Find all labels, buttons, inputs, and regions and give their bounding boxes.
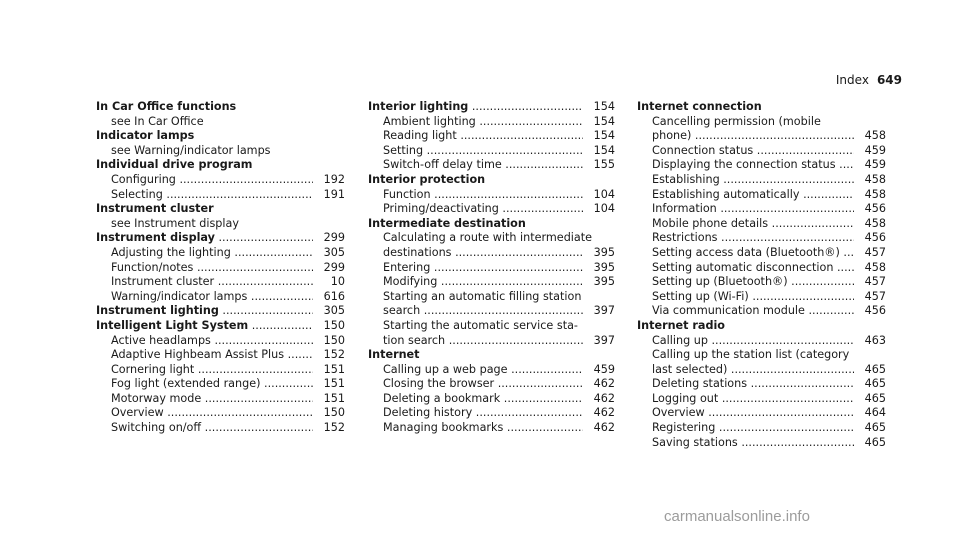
entry-text: see Instrument display	[111, 216, 239, 230]
index-column-1	[96, 100, 345, 436]
page-ref: 459	[583, 363, 615, 378]
entry-text: Instrument cluster	[96, 202, 214, 216]
entry-text: Warning/indicator lamps .....	[111, 290, 345, 305]
page-header	[836, 73, 902, 87]
entry-text: Priming/deactivating .....	[383, 202, 615, 217]
entry-text: see Warning/indicator lamps	[111, 143, 271, 157]
page-ref: 462	[583, 421, 615, 436]
entry-text: Setting up (Bluetooth®) .....	[652, 275, 886, 290]
page-ref: 616	[313, 290, 345, 305]
page-ref: 154	[583, 129, 615, 144]
entry-text: Logging out .....	[652, 392, 886, 407]
index-subentry	[637, 406, 886, 421]
page-ref: 465	[854, 421, 886, 436]
page-ref: 154	[583, 144, 615, 159]
index-subentry	[96, 421, 345, 436]
page-ref: 458	[854, 188, 886, 203]
page-ref: 155	[583, 158, 615, 173]
index-subentry	[368, 158, 615, 173]
page-ref: 457	[854, 275, 886, 290]
entry-text: Active headlamps .....	[111, 334, 345, 349]
page-ref: 151	[313, 363, 345, 378]
index-heading	[96, 231, 345, 246]
index-subentry	[368, 246, 615, 261]
entry-text: Connection status .....	[652, 144, 886, 159]
index-subentry	[368, 406, 615, 421]
entry-text: Registering .....	[652, 421, 886, 436]
index-subentry	[368, 290, 615, 305]
index-subentry	[96, 334, 345, 349]
entry-text: Via communication module .....	[652, 304, 886, 319]
entry-text: Information .....	[652, 202, 886, 217]
index-subentry	[96, 173, 345, 188]
page-ref: 465	[854, 392, 886, 407]
entry-text: Overview .....	[111, 406, 345, 421]
index-subentry	[96, 217, 345, 232]
page-ref: 154	[583, 100, 615, 115]
page-ref: 151	[313, 392, 345, 407]
page-ref: 191	[313, 188, 345, 203]
entry-text: last selected) .....	[652, 363, 886, 378]
page-ref: 299	[313, 261, 345, 276]
page-ref: 462	[583, 392, 615, 407]
entry-text: Selecting .....	[111, 188, 345, 203]
page-ref: 104	[583, 202, 615, 217]
index-subentry	[637, 261, 886, 276]
index-subentry	[637, 290, 886, 305]
index-heading	[637, 319, 886, 334]
page-ref: 305	[313, 304, 345, 319]
index-subentry	[96, 261, 345, 276]
index-subentry	[637, 436, 886, 451]
index-subentry	[96, 392, 345, 407]
entry-text: Deleting a bookmark .....	[383, 392, 615, 407]
page-ref: 395	[583, 246, 615, 261]
entry-text: Overview .....	[652, 406, 886, 421]
page-ref: 150	[313, 406, 345, 421]
index-heading	[368, 348, 615, 363]
entry-text: Interior lighting .....	[368, 100, 615, 115]
index-subentry	[368, 319, 615, 334]
index-subentry	[637, 129, 886, 144]
page-ref: 395	[583, 275, 615, 290]
index-subentry	[637, 246, 886, 261]
index-subentry	[637, 377, 886, 392]
entry-text: Entering .....	[383, 261, 615, 276]
entry-text: Internet connection	[637, 100, 762, 113]
entry-text: Indicator lamps	[96, 129, 195, 143]
index-subentry	[637, 231, 886, 246]
index-subentry	[368, 129, 615, 144]
page-ref: 152	[313, 421, 345, 436]
index-heading	[368, 100, 615, 115]
page-ref: 462	[583, 406, 615, 421]
entry-text: Closing the browser .....	[383, 377, 615, 392]
page-ref: 397	[583, 304, 615, 319]
entry-text: Calling up .....	[652, 334, 886, 349]
page-ref: 458	[854, 217, 886, 232]
page-ref: 458	[854, 173, 886, 188]
index-subentry	[368, 188, 615, 203]
index-column-2	[368, 100, 615, 436]
page-ref: 458	[854, 261, 886, 276]
index-subentry	[96, 348, 345, 363]
index-subentry	[96, 144, 345, 159]
entry-text: Instrument cluster .....	[111, 275, 345, 290]
index-subentry	[96, 406, 345, 421]
entry-text: phone) .....	[652, 129, 886, 144]
page-ref: 150	[313, 319, 345, 334]
page-ref: 464	[854, 406, 886, 421]
index-subentry	[637, 334, 886, 349]
page-ref: 456	[854, 202, 886, 217]
index-subentry	[96, 246, 345, 261]
entry-text: Setting access data (Bluetooth®) .....	[652, 246, 886, 261]
index-subentry	[368, 231, 615, 246]
entry-text: Configuring .....	[111, 173, 345, 188]
index-subentry	[368, 304, 615, 319]
entry-text: Switch-off delay time .....	[383, 158, 615, 173]
entry-text: Setting .....	[383, 144, 615, 159]
page-ref: 458	[854, 129, 886, 144]
index-subentry	[637, 115, 886, 130]
index-subentry	[637, 158, 886, 173]
entry-text: Calling up a web page .....	[383, 363, 615, 378]
page-ref: 459	[854, 158, 886, 173]
index-subentry	[96, 290, 345, 305]
page-ref: 462	[583, 377, 615, 392]
page-ref: 457	[854, 246, 886, 261]
entry-text: Calling up the station list (category	[652, 348, 850, 362]
index-heading	[96, 129, 345, 144]
index-heading	[96, 304, 345, 319]
index-subentry	[637, 188, 886, 203]
entry-text: Displaying the connection status .....	[652, 158, 886, 173]
entry-text: Function .....	[383, 188, 615, 203]
entry-text: Reading light .....	[383, 129, 615, 144]
index-subentry	[637, 173, 886, 188]
entry-text: Intelligent Light System .....	[96, 319, 345, 334]
index-subentry	[637, 217, 886, 232]
page-number: 649	[876, 73, 902, 87]
index-subentry	[637, 304, 886, 319]
page-ref: 151	[313, 377, 345, 392]
index-subentry	[96, 363, 345, 378]
entry-text: see In Car Office	[111, 114, 204, 128]
entry-text: Establishing automatically .....	[652, 188, 886, 203]
entry-text: Intermediate destination	[368, 216, 526, 230]
index-subentry	[96, 115, 345, 130]
index-subentry	[637, 202, 886, 217]
entry-text: Switching on/off .....	[111, 421, 345, 436]
index-subentry	[96, 275, 345, 290]
index-heading	[96, 319, 345, 334]
page-ref: 465	[854, 377, 886, 392]
entry-text: Deleting history .....	[383, 406, 615, 421]
index-heading	[637, 100, 886, 115]
entry-text: search .....	[383, 304, 615, 319]
entry-text: Instrument lighting .....	[96, 304, 345, 319]
index-subentry	[637, 363, 886, 378]
page-ref: 395	[583, 261, 615, 276]
entry-text: Adjusting the lighting .....	[111, 246, 345, 261]
index-subentry	[637, 144, 886, 159]
entry-text: Individual drive program	[96, 158, 253, 172]
index-subentry	[368, 334, 615, 349]
page-ref: 104	[583, 188, 615, 203]
page-ref: 465	[854, 436, 886, 451]
index-subentry	[96, 188, 345, 203]
page-ref: 459	[854, 144, 886, 159]
entry-text: Deleting stations .....	[652, 377, 886, 392]
entry-text: Instrument display .....	[96, 231, 345, 246]
page-ref: 154	[583, 115, 615, 130]
entry-text: Establishing .....	[652, 173, 886, 188]
entry-text: Restrictions .....	[652, 231, 886, 246]
page-ref: 397	[583, 334, 615, 349]
entry-text: Cancelling permission (mobile	[652, 114, 821, 128]
entry-text: Internet radio	[637, 318, 725, 332]
entry-text: Adaptive Highbeam Assist Plus .....	[111, 348, 345, 363]
entry-text: Modifying .....	[383, 275, 615, 290]
index-heading	[96, 100, 345, 115]
entry-text: Setting up (Wi-Fi) .....	[652, 290, 886, 305]
page-ref: 150	[313, 334, 345, 349]
index-subentry	[368, 202, 615, 217]
index-subentry	[368, 115, 615, 130]
index-subentry	[637, 348, 886, 363]
section-label: Index	[835, 73, 869, 87]
page-ref: 463	[854, 334, 886, 349]
page-ref: 192	[313, 173, 345, 188]
entry-text: Setting automatic disconnection .....	[652, 261, 886, 276]
index-heading	[96, 158, 345, 173]
page-ref: 457	[854, 290, 886, 305]
entry-text: Ambient lighting .....	[383, 115, 615, 130]
page-ref: 456	[854, 304, 886, 319]
index-subentry	[368, 377, 615, 392]
entry-text: Internet	[368, 348, 420, 362]
page-ref: 456	[854, 231, 886, 246]
page-ref: 10	[313, 275, 345, 290]
index-subentry	[96, 377, 345, 392]
page-ref: 465	[854, 363, 886, 378]
index-subentry	[368, 421, 615, 436]
entry-text: tion search .....	[383, 334, 615, 349]
index-heading	[368, 217, 615, 232]
entry-text: Fog light (extended range) .....	[111, 377, 345, 392]
entry-text: Starting the automatic service sta-	[383, 318, 578, 332]
page-ref: 299	[313, 231, 345, 246]
page-ref: 305	[313, 246, 345, 261]
index-heading	[96, 202, 345, 217]
index-subentry	[637, 275, 886, 290]
index-subentry	[368, 363, 615, 378]
index-heading	[368, 173, 615, 188]
index-column-3	[637, 100, 886, 450]
entry-text: Calculating a route with intermediate	[383, 231, 593, 245]
entry-text: Managing bookmarks .....	[383, 421, 615, 436]
index-subentry	[368, 392, 615, 407]
index-subentry	[368, 275, 615, 290]
index-subentry	[368, 144, 615, 159]
watermark-text: carmanualsonline.info	[664, 508, 810, 525]
index-subentry	[368, 261, 615, 276]
entry-text: Saving stations .....	[652, 436, 886, 451]
page-ref: 152	[313, 348, 345, 363]
entry-text: Motorway mode .....	[111, 392, 345, 407]
entry-text: In Car Office functions	[96, 100, 237, 113]
index-subentry	[637, 392, 886, 407]
entry-text: Function/notes .....	[111, 261, 345, 276]
entry-text: destinations .....	[383, 246, 615, 261]
entry-text: Cornering light .....	[111, 363, 345, 378]
index-subentry	[637, 421, 886, 436]
entry-text: Interior protection	[368, 172, 486, 186]
entry-text: Starting an automatic filling station	[383, 289, 582, 303]
entry-text: Mobile phone details .....	[652, 217, 886, 232]
